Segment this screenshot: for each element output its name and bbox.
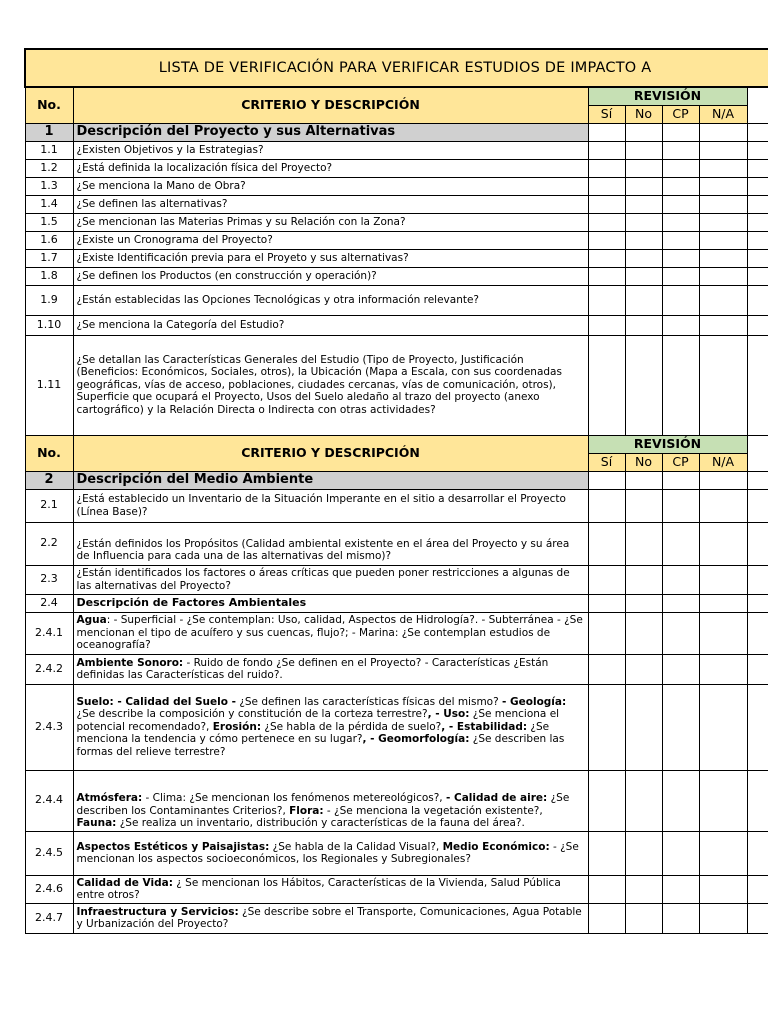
- empty-cell: [747, 875, 768, 903]
- table-row: [25, 285, 768, 315]
- item-keyword: Agua: [76, 614, 107, 627]
- check-cell-si[interactable]: [588, 684, 625, 770]
- item-text: [73, 831, 588, 875]
- table-row: [25, 335, 768, 435]
- item-number: 1.2: [25, 159, 73, 177]
- check-cell-cp[interactable]: [662, 213, 699, 231]
- table-row: [25, 159, 768, 177]
- checklist-table: [24, 48, 768, 934]
- empty-cell: [747, 903, 768, 933]
- check-cell-cp[interactable]: [662, 471, 699, 489]
- column-header-na: N/A: [699, 453, 747, 471]
- empty-cell: [747, 612, 768, 654]
- check-cell-si[interactable]: [588, 770, 625, 831]
- empty-cell: [747, 335, 768, 435]
- check-cell-no[interactable]: [625, 285, 662, 315]
- table-row: [25, 612, 768, 654]
- check-cell-no[interactable]: [625, 335, 662, 435]
- item-description: ¿Se describe la composición y constitución de la corteza terrestre?: [76, 708, 428, 721]
- table-row: [25, 654, 768, 684]
- item-description: ¿Se habla de la Calidad Visual?,: [269, 840, 443, 853]
- empty-cell: [747, 177, 768, 195]
- check-cell-si[interactable]: [588, 522, 625, 565]
- check-cell-si[interactable]: [588, 267, 625, 285]
- empty-cell: [747, 123, 768, 141]
- item-number: 2.4.6: [25, 875, 73, 903]
- item-number: 2.3: [25, 565, 73, 594]
- section-number: 1: [25, 123, 73, 141]
- item-description: - Ruido de fondo ¿Se definen en el Proyecto? - Características ¿Están definidas las Características del ruido?.: [76, 656, 549, 681]
- item-keyword: Flora:: [289, 804, 324, 817]
- empty-cell: [747, 195, 768, 213]
- check-cell-si[interactable]: [588, 231, 625, 249]
- sheet-title: LISTA DE VERIFICACIÓN PARA VERIFICAR ESTUDIOS DE IMPACTO A: [25, 49, 768, 87]
- item-keyword: - Geología:: [502, 695, 567, 708]
- check-cell-cp[interactable]: [662, 177, 699, 195]
- table-row: [25, 594, 768, 612]
- check-cell-na[interactable]: [699, 471, 747, 489]
- item-keyword: Erosión:: [212, 720, 262, 733]
- table-row: [25, 522, 768, 565]
- item-number: 2.4.1: [25, 612, 73, 654]
- table-row: [25, 141, 768, 159]
- empty-cell: [747, 159, 768, 177]
- check-cell-si[interactable]: [588, 177, 625, 195]
- column-header-revision: REVISIÓN: [588, 435, 747, 453]
- item-keyword: Fauna:: [76, 817, 117, 829]
- column-header-si: Sí: [588, 453, 625, 471]
- item-description: ¿Se menciona la tendencia y cómo pertenece en su lugar?: [76, 720, 550, 746]
- check-cell-cp[interactable]: [662, 903, 699, 933]
- item-number: 1.6: [25, 231, 73, 249]
- column-header-criterio: CRITERIO Y DESCRIPCIÓN: [73, 87, 588, 123]
- check-cell-cp[interactable]: [662, 335, 699, 435]
- check-cell-si[interactable]: [588, 249, 625, 267]
- check-cell-cp[interactable]: [662, 594, 699, 612]
- empty-cell: [747, 684, 768, 770]
- table-row: [25, 195, 768, 213]
- check-cell-na[interactable]: [699, 123, 747, 141]
- item-number: 2.4.3: [25, 684, 73, 770]
- check-cell-cp[interactable]: [662, 141, 699, 159]
- empty-cell: [747, 285, 768, 315]
- item-text: [73, 612, 588, 654]
- check-cell-na[interactable]: [699, 489, 747, 522]
- item-description: ¿ Se mencionan los Hábitos, Características de la Vivienda, Salud Pública entre otros?: [76, 876, 561, 901]
- check-cell-no[interactable]: [625, 489, 662, 522]
- item-text: [73, 770, 588, 831]
- table-row: [25, 489, 768, 522]
- check-cell-cp[interactable]: [662, 654, 699, 684]
- check-cell-no[interactable]: [625, 213, 662, 231]
- check-cell-si[interactable]: [588, 831, 625, 875]
- check-cell-cp[interactable]: [662, 565, 699, 594]
- empty-cell: [747, 435, 768, 471]
- check-cell-no[interactable]: [625, 903, 662, 933]
- item-text: ¿Existe un Cronograma del Proyecto?: [73, 231, 588, 249]
- check-cell-cp[interactable]: [662, 267, 699, 285]
- check-cell-si[interactable]: [588, 123, 625, 141]
- item-text: ¿Se definen las alternativas?: [73, 195, 588, 213]
- item-number: 2.4.4: [25, 770, 73, 831]
- check-cell-na[interactable]: [699, 213, 747, 231]
- check-cell-na[interactable]: [699, 594, 747, 612]
- item-text: ¿Existen Objetivos y la Estrategias?: [73, 141, 588, 159]
- check-cell-na[interactable]: [699, 522, 747, 565]
- item-text: ¿Están establecidas las Opciones Tecnológicas y otra información relevante?: [73, 285, 588, 315]
- check-cell-si[interactable]: [588, 159, 625, 177]
- check-cell-na[interactable]: [699, 315, 747, 335]
- column-header-no-answer: No: [625, 453, 662, 471]
- item-number: 1.5: [25, 213, 73, 231]
- column-header-criterio: CRITERIO Y DESCRIPCIÓN: [73, 435, 588, 471]
- check-cell-cp[interactable]: [662, 489, 699, 522]
- check-cell-na[interactable]: [699, 684, 747, 770]
- item-text: ¿Se menciona la Mano de Obra?: [73, 177, 588, 195]
- item-description: ¿Se habla de la pérdida de suelo?: [261, 720, 442, 733]
- table-row: [25, 249, 768, 267]
- item-text: ¿Están definidos los Propósitos (Calidad ambiental existente en el área del Proyecto y su área de Influencia para cada una de las alternativas del mismo)?: [73, 522, 588, 565]
- check-cell-si[interactable]: [588, 875, 625, 903]
- empty-cell: [747, 594, 768, 612]
- check-cell-no[interactable]: [625, 471, 662, 489]
- table-row: [25, 684, 768, 770]
- check-cell-no[interactable]: [625, 231, 662, 249]
- section-title: Descripción del Proyecto y sus Alternativas: [73, 123, 588, 141]
- column-header-si: Sí: [588, 105, 625, 123]
- item-text: ¿Se mencionan las Materias Primas y su Relación con la Zona?: [73, 213, 588, 231]
- check-cell-cp[interactable]: [662, 831, 699, 875]
- check-cell-cp[interactable]: [662, 195, 699, 213]
- check-cell-si[interactable]: [588, 315, 625, 335]
- check-cell-si[interactable]: [588, 285, 625, 315]
- item-number: 2.4.7: [25, 903, 73, 933]
- section-title: Descripción del Medio Ambiente: [73, 471, 588, 489]
- check-cell-no[interactable]: [625, 159, 662, 177]
- item-description: - Clima: ¿Se mencionan los fenómenos metereológicos?,: [142, 792, 446, 804]
- item-text: [73, 684, 588, 770]
- empty-cell: [747, 522, 768, 565]
- item-keyword: Ambiente Sonoro:: [76, 656, 184, 669]
- table-row: [25, 903, 768, 933]
- item-keyword: , - Estabilidad:: [441, 720, 528, 733]
- check-cell-cp[interactable]: [662, 123, 699, 141]
- check-cell-no[interactable]: [625, 612, 662, 654]
- empty-cell: [747, 213, 768, 231]
- item-text: ¿Están identificados los factores o áreas críticas que pueden poner restricciones a algunas de las alternativas del Proyecto?: [73, 565, 588, 594]
- check-cell-cp[interactable]: [662, 315, 699, 335]
- item-text: [73, 903, 588, 933]
- item-number: 1.10: [25, 315, 73, 335]
- empty-cell: [747, 565, 768, 594]
- check-cell-na[interactable]: [699, 285, 747, 315]
- check-cell-na[interactable]: [699, 903, 747, 933]
- item-number: 2.4.5: [25, 831, 73, 875]
- empty-cell: [747, 654, 768, 684]
- column-header-cp: CP: [662, 453, 699, 471]
- check-cell-cp[interactable]: [662, 159, 699, 177]
- table-row: [25, 770, 768, 831]
- item-text: ¿Está establecido un Inventario de la Situación Imperante en el sitio a desarrollar el Proyecto (Línea Base)?: [73, 489, 588, 522]
- check-cell-no[interactable]: [625, 831, 662, 875]
- check-cell-si[interactable]: [588, 335, 625, 435]
- empty-cell: [747, 489, 768, 522]
- item-number: 1.9: [25, 285, 73, 315]
- check-cell-si[interactable]: [588, 213, 625, 231]
- check-cell-no[interactable]: [625, 684, 662, 770]
- check-cell-no[interactable]: [625, 195, 662, 213]
- check-cell-si[interactable]: [588, 903, 625, 933]
- check-cell-si[interactable]: [588, 594, 625, 612]
- item-number: 2.1: [25, 489, 73, 522]
- table-row: [25, 565, 768, 594]
- check-cell-si[interactable]: [588, 654, 625, 684]
- item-number: 1.1: [25, 141, 73, 159]
- table-row: [25, 177, 768, 195]
- item-description: - ¿Se mencionan los aspectos socioeconómicos, los Regionales y Subregionales?: [76, 840, 579, 865]
- column-header-revision: REVISIÓN: [588, 87, 747, 105]
- item-keyword: Suelo: - Calidad del Suelo -: [76, 695, 236, 708]
- check-cell-si[interactable]: [588, 195, 625, 213]
- check-cell-na[interactable]: [699, 159, 747, 177]
- check-cell-na[interactable]: [699, 875, 747, 903]
- item-keyword: Aspectos Estéticos y Paisajistas:: [76, 840, 270, 853]
- item-text: ¿Se detallan las Características Generales del Estudio (Tipo de Proyecto, Justificación (Beneficios: Económicos, Sociales, otros), la Ubicación (Mapa a Escala, con sus coordenadas geográficas, vías de acceso, poblaciones, ciudades cercanas, vías de comunicación, otros), Superficie que ocupará el Proyecto, Usos del Suelo aledaño al trazo del proyecto (anexo cartográfico) y la Relación Directa o Indirecta con otras actividades?: [73, 335, 588, 435]
- item-keyword: Atmósfera:: [76, 792, 143, 804]
- check-cell-si[interactable]: [588, 565, 625, 594]
- empty-cell: [747, 249, 768, 267]
- item-keyword: , - Uso:: [427, 708, 470, 721]
- check-cell-cp[interactable]: [662, 231, 699, 249]
- table-row: [25, 213, 768, 231]
- check-cell-na[interactable]: [699, 267, 747, 285]
- check-cell-cp[interactable]: [662, 684, 699, 770]
- check-cell-no[interactable]: [625, 875, 662, 903]
- empty-cell: [747, 315, 768, 335]
- item-text: ¿Existe Identificación previa para el Proyeto y sus alternativas?: [73, 249, 588, 267]
- item-description: - ¿Se menciona la vegetación existente?,: [323, 804, 543, 817]
- check-cell-na[interactable]: [699, 831, 747, 875]
- item-description: ¿Se describen los Contaminantes Criterios?,: [76, 792, 570, 817]
- item-number: 2.2: [25, 522, 73, 565]
- check-cell-no[interactable]: [625, 249, 662, 267]
- check-cell-no[interactable]: [625, 177, 662, 195]
- item-description: ¿Se menciona el potencial recomendado?,: [76, 708, 560, 733]
- item-text: [73, 654, 588, 684]
- item-number: 1.8: [25, 267, 73, 285]
- check-cell-na[interactable]: [699, 231, 747, 249]
- check-cell-na[interactable]: [699, 335, 747, 435]
- check-cell-cp[interactable]: [662, 249, 699, 267]
- check-cell-no[interactable]: [625, 315, 662, 335]
- item-keyword: Medio Económico:: [442, 840, 550, 853]
- check-cell-cp[interactable]: [662, 612, 699, 654]
- column-header-no-answer: No: [625, 105, 662, 123]
- empty-cell: [747, 231, 768, 249]
- check-cell-cp[interactable]: [662, 770, 699, 831]
- item-text: [73, 875, 588, 903]
- item-keyword: , - Geomorfología:: [362, 733, 470, 746]
- empty-cell: [747, 831, 768, 875]
- item-number: 1.7: [25, 249, 73, 267]
- check-cell-no[interactable]: [625, 565, 662, 594]
- item-keyword: - Calidad de aire:: [445, 792, 548, 804]
- check-cell-si[interactable]: [588, 141, 625, 159]
- check-cell-cp[interactable]: [662, 522, 699, 565]
- item-number: 2.4: [25, 594, 73, 612]
- check-cell-no[interactable]: [625, 141, 662, 159]
- item-keyword: Infraestructura y Servicios:: [76, 905, 239, 918]
- check-cell-no[interactable]: [625, 770, 662, 831]
- empty-cell: [747, 770, 768, 831]
- column-header-na: N/A: [699, 105, 747, 123]
- check-cell-no[interactable]: [625, 654, 662, 684]
- item-number: 1.4: [25, 195, 73, 213]
- item-description: : - Superficial - ¿Se contemplan: Uso, calidad, Aspectos de Hidrología?. - Subterránea - ¿Se mencionan el tipo de acuífero y sus cuencas, flujo?; - Marina: ¿Se contemplan estudios de oceanografía?: [76, 614, 583, 652]
- item-description: ¿Se definen las características físicas del mismo?: [235, 695, 503, 708]
- column-header-no: No.: [25, 435, 73, 471]
- column-header-cp: CP: [662, 105, 699, 123]
- empty-cell: [747, 471, 768, 489]
- item-number: 2.4.2: [25, 654, 73, 684]
- item-text: ¿Se menciona la Categoría del Estudio?: [73, 315, 588, 335]
- table-row: [25, 875, 768, 903]
- item-description: ¿Se describen las formas del relieve terrestre?: [76, 733, 565, 758]
- check-cell-cp[interactable]: [662, 875, 699, 903]
- check-cell-na[interactable]: [699, 195, 747, 213]
- empty-cell: [747, 141, 768, 159]
- section-number: 2: [25, 471, 73, 489]
- check-cell-na[interactable]: [699, 770, 747, 831]
- item-description: ¿Se describe sobre el Transporte, Comunicaciones, Agua Potable y Urbanización del Proyecto?: [76, 905, 582, 930]
- item-description: ¿Se realiza un inventario, distribución y características de la fauna del área?.: [116, 817, 525, 829]
- check-cell-no[interactable]: [625, 522, 662, 565]
- check-cell-na[interactable]: [699, 654, 747, 684]
- item-text: ¿Está definida la localización física del Proyecto?: [73, 159, 588, 177]
- table-row: [25, 267, 768, 285]
- check-cell-na[interactable]: [699, 565, 747, 594]
- check-cell-no[interactable]: [625, 267, 662, 285]
- check-cell-na[interactable]: [699, 177, 747, 195]
- empty-cell: [747, 87, 768, 123]
- column-header-no: No.: [25, 87, 73, 123]
- item-keyword: Calidad de Vida:: [76, 876, 173, 889]
- table-row: [25, 231, 768, 249]
- check-cell-cp[interactable]: [662, 285, 699, 315]
- check-cell-si[interactable]: [588, 612, 625, 654]
- item-number: 1.3: [25, 177, 73, 195]
- subsection-title: Descripción de Factores Ambientales: [73, 594, 588, 612]
- item-number: 1.11: [25, 335, 73, 435]
- item-text: ¿Se definen los Productos (en construcción y operación)?: [73, 267, 588, 285]
- check-cell-no[interactable]: [625, 123, 662, 141]
- table-row: [25, 315, 768, 335]
- table-row: [25, 831, 768, 875]
- empty-cell: [747, 267, 768, 285]
- check-cell-na[interactable]: [699, 612, 747, 654]
- check-cell-si[interactable]: [588, 471, 625, 489]
- check-cell-si[interactable]: [588, 489, 625, 522]
- checklist-sheet: [24, 48, 768, 934]
- check-cell-na[interactable]: [699, 249, 747, 267]
- check-cell-na[interactable]: [699, 141, 747, 159]
- check-cell-no[interactable]: [625, 594, 662, 612]
